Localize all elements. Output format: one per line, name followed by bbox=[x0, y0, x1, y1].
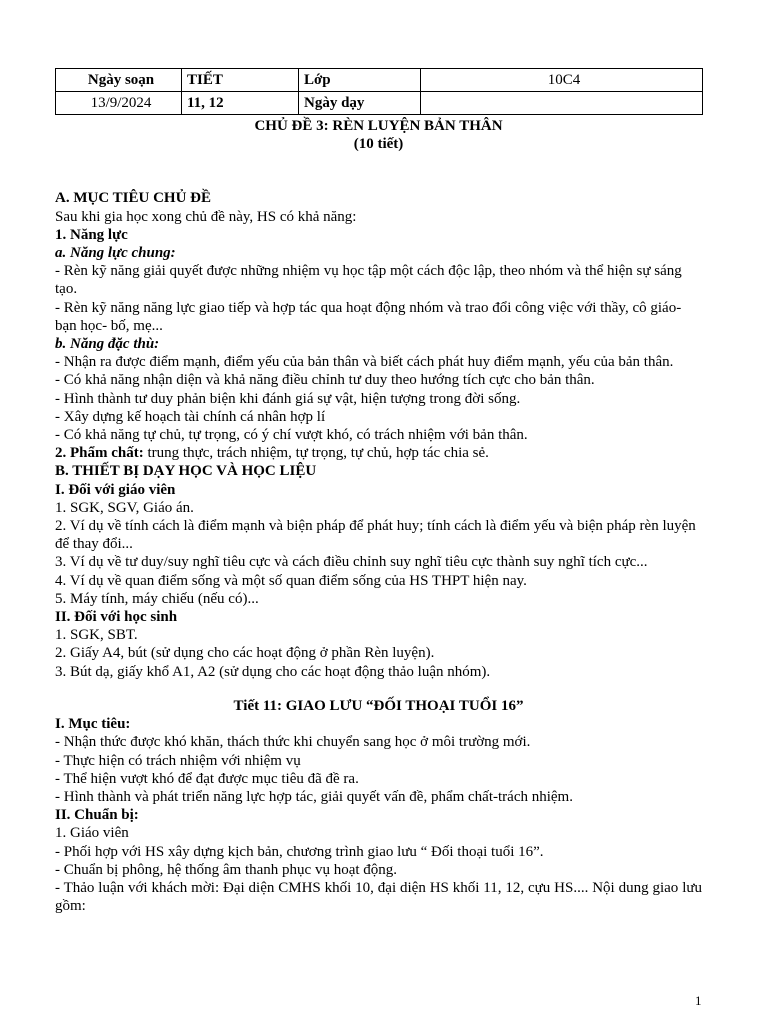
lesson-title: Tiết 11: GIAO LƯU “ĐỐI THOẠI TUỔI 16” bbox=[233, 697, 524, 714]
tiet-value: 11, 12 bbox=[182, 92, 299, 115]
list-item: 1. Giáo viên bbox=[55, 825, 129, 842]
list-item: - Nhận thức được khó khăn, thách thức khi chuyển sang học ở môi trường mới. bbox=[55, 734, 531, 751]
list-item: - Thể hiện vượt khó để đạt được mục tiêu đã đề ra. bbox=[55, 770, 359, 787]
ngay-soan-value: 13/9/2024 bbox=[56, 92, 182, 115]
list-item: - Chuẩn bị phông, hệ thống âm thanh phục vụ hoạt động. bbox=[55, 861, 398, 878]
hoc-sinh-heading: II. Đối với học sinh bbox=[55, 609, 178, 626]
list-item: 5. Máy tính, máy chiếu (nếu có)... bbox=[55, 590, 259, 607]
list-item: - Thảo luận với khách mời: Đại diện CMHS khối 10, đại diện HS khối 11, 12, cựu HS.... Nội dung giao lưu gồm: bbox=[55, 879, 702, 915]
list-item: - Rèn kỹ năng năng lực giao tiếp và hợp tác qua hoạt động nhóm và trao đổi công việc với thầy, cô giáo- bạn học- bố, mẹ... bbox=[55, 299, 682, 334]
list-item: - Hình thành và phát triển năng lực hợp tác, giải quyết vấn đề, phẩm chất-trách nhiệm. bbox=[55, 788, 573, 805]
list-item: - Hình thành tư duy phản biện khi đánh giá sự vật, hiện tượng trong đời sống. bbox=[55, 390, 521, 407]
section-b-heading: B. THIẾT BỊ DẠY HỌC VÀ HỌC LIỆU bbox=[55, 463, 317, 480]
list-item: - Xây dựng kế hoạch tài chính cá nhân hợp lí bbox=[55, 408, 326, 425]
lop-label: Lớp bbox=[299, 69, 421, 92]
tiet-label: TIẾT bbox=[182, 69, 299, 92]
page-subtitle: (10 tiết) bbox=[353, 136, 404, 153]
chuan-bi-heading: II. Chuẩn bị: bbox=[55, 807, 139, 824]
document-page bbox=[55, 68, 702, 915]
pham-chat-text: trung thực, trách nhiệm, tự trọng, tự chủ, hợp tác chia sẻ. bbox=[143, 445, 489, 462]
nang-luc-heading: 1. Năng lực bbox=[55, 226, 128, 243]
section-a-intro: Sau khi gia học xong chủ đề này, HS có khả năng: bbox=[55, 208, 357, 225]
ngay-soan-label: Ngày soạn bbox=[56, 69, 182, 92]
list-item: 3. Bút dạ, giấy khổ A1, A2 (sử dụng cho các hoạt động thảo luận nhóm). bbox=[55, 663, 491, 680]
ngay-day-label: Ngày dạy bbox=[299, 92, 421, 115]
list-item: - Phối hợp với HS xây dựng kịch bản, chương trình giao lưu “ Đối thoại tuổi 16”. bbox=[55, 843, 544, 860]
ngay-day-value bbox=[421, 92, 703, 115]
list-item: 3. Ví dụ về tư duy/suy nghĩ tiêu cực và cách điều chỉnh suy nghĩ tiêu cực thành suy nghĩ tích cực... bbox=[55, 554, 648, 571]
list-item: - Thực hiện có trách nhiệm với nhiệm vụ bbox=[55, 752, 301, 769]
lop-value: 10C4 bbox=[421, 69, 703, 92]
pham-chat-line bbox=[55, 444, 702, 462]
list-item: - Có khả năng nhận diện và khả năng điều chỉnh tư duy theo hướng tích cực cho bản thân. bbox=[55, 372, 595, 389]
page-number: 1 bbox=[695, 993, 702, 1008]
page-title: CHỦ ĐỀ 3: RÈN LUYỆN BẢN THÂN bbox=[254, 118, 503, 134]
muc-tieu-heading: I. Mục tiêu: bbox=[55, 716, 131, 733]
list-item: - Nhận ra được điểm mạnh, điểm yếu của bản thân và biết cách phát huy điểm mạnh, yếu của bản thân. bbox=[55, 354, 674, 371]
list-item: 2. Giấy A4, bút (sử dụng cho các hoạt động ở phần Rèn luyện). bbox=[55, 645, 435, 662]
giao-vien-heading: I. Đối với giáo viên bbox=[55, 481, 176, 498]
list-item: - Rèn kỹ năng giải quyết được những nhiệm vụ học tập một cách độc lập, theo nhóm và thể hiện sự sáng tạo. bbox=[55, 263, 682, 298]
pham-chat-label: 2. Phẩm chất: bbox=[55, 445, 144, 462]
section-a-heading: A. MỤC TIÊU CHỦ ĐỀ bbox=[55, 190, 211, 207]
nang-luc-dac-thu-heading: b. Năng đặc thù: bbox=[55, 336, 160, 353]
list-item: 1. SGK, SBT. bbox=[55, 627, 138, 644]
list-item: 4. Ví dụ về quan điểm sống và một số quan điểm sống của HS THPT hiện nay. bbox=[55, 572, 527, 589]
list-item: - Có khả năng tự chủ, tự trọng, có ý chí vượt khó, có trách nhiệm với bản thân. bbox=[55, 427, 528, 444]
list-item: 1. SGK, SGV, Giáo án. bbox=[55, 499, 194, 516]
lesson-info-table bbox=[55, 68, 703, 115]
nang-luc-chung-heading: a. Năng lực chung: bbox=[55, 245, 176, 262]
list-item: 2. Ví dụ về tính cách là điểm mạnh và biện pháp để phát huy; tính cách là điểm yếu và biện pháp rèn luyện để thay đổi... bbox=[55, 518, 696, 553]
